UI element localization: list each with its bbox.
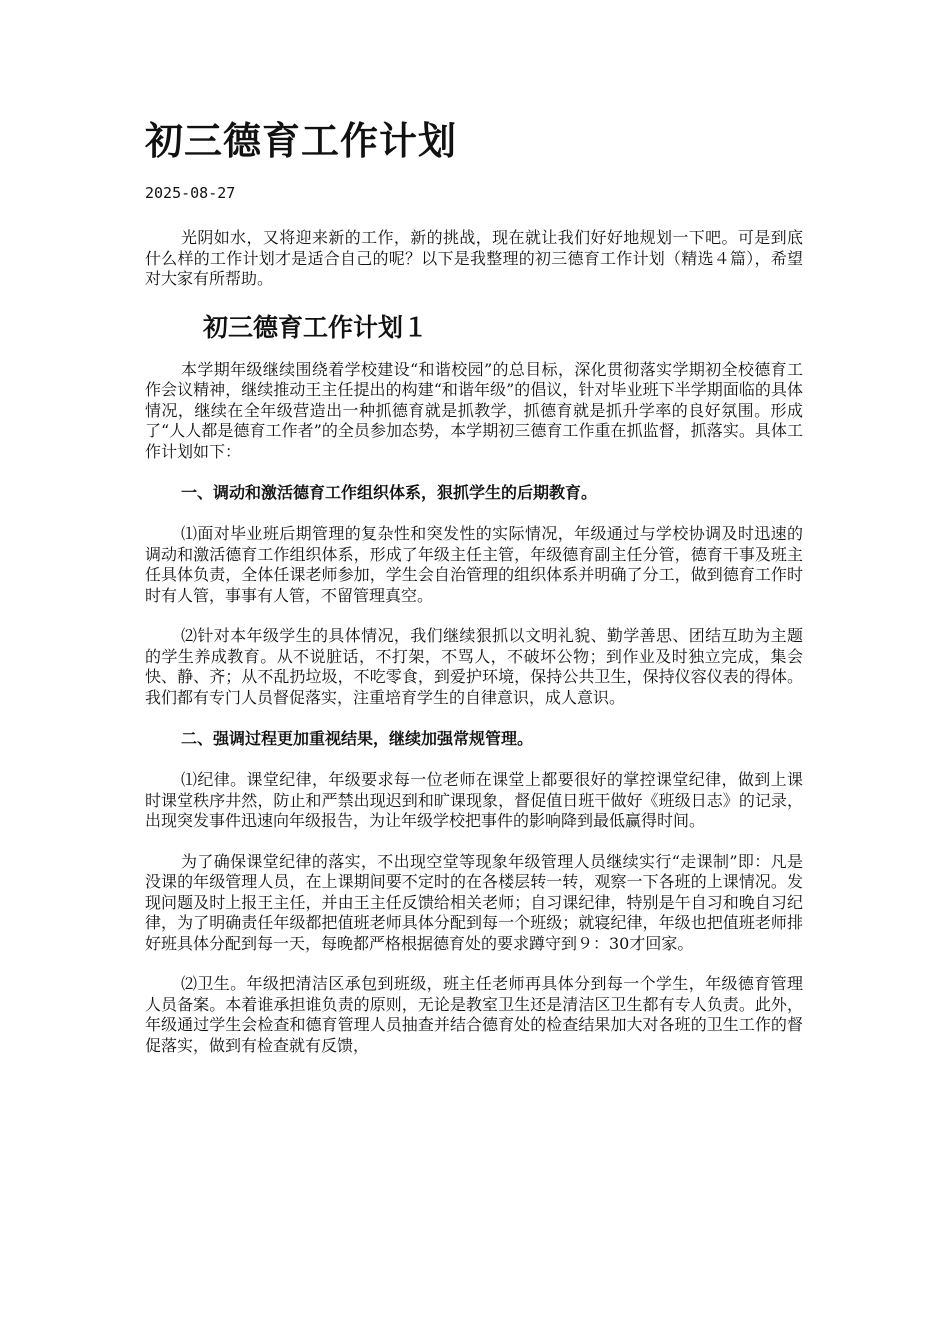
section-title: 初三德育工作计划１	[203, 312, 429, 342]
publish-date: 2025-08-27	[145, 184, 236, 202]
document-page	[145, 110, 803, 1056]
sub-heading-2: 二、强调过程更加重视结果，继续加强常规管理。	[181, 729, 534, 748]
section-paragraph-4: ⑴纪律。课堂纪律，年级要求每一位老师在课堂上都要很好的掌控课堂纪律，做到上课时课堂秩序井然，防止和严禁出现迟到和旷课现象，督促值日班干做好《班级日志》的记录，出现突发事件迅速向年级报告，为让年级学校把事件的影响降到最低赢得时间。	[145, 770, 803, 830]
document-title: 初三德育工作计划	[145, 118, 458, 163]
sub-heading-1: 一、调动和激活德育工作组织体系，狠抓学生的后期教育。	[181, 483, 598, 502]
section-paragraph-3: ⑵针对本年级学生的具体情况，我们继续狠抓以文明礼貌、勤学善思、团结互助为主题的学生养成教育。从不说脏话，不打架，不骂人，不破坏公物；到作业及时独立完成，集会快、静、齐；从不乱扔垃圾，不吃零食，到爱护环境，保持公共卫生，保持仪容仪表的得体。我们都有专门人员督促落实，注重培育学生的自律意识，成人意识。	[145, 626, 803, 707]
section-paragraph-1: 本学期年级继续围绕着学校建设“和谐校园”的总目标，深化贯彻落实学期初全校德育工作会议精神，继续推动王主任提出的构建“和谐年级”的倡议，针对毕业班下半学期面临的具体情况，继续在全年级营造出一种抓德育就是抓教学，抓德育就是抓升学率的良好氛围。形成了“人人都是德育工作者”的全员参加态势，本学期初三德育工作重在抓监督，抓落实。具体工作计划如下：	[145, 359, 803, 461]
section-paragraph-6: ⑵卫生。年级把清洁区承包到班级，班主任老师再具体分到每一个学生，年级德育管理人员备案。本着谁承担谁负责的原则，无论是教室卫生还是清洁区卫生都有专人负责。此外，年级通过学生会检查和德育管理人员抽查并结合德育处的检查结果加大对各班的卫生工作的督促落实，做到有检查就有反馈，	[145, 974, 803, 1055]
section-paragraph-5: 为了确保课堂纪律的落实，不出现空堂等现象年级管理人员继续实行“走课制”即：凡是没课的年级管理人员，在上课期间要不定时的在各楼层转一转，观察一下各班的上课情况。发现问题及时上报王主任，并由王主任反馈给相关老师；自习课纪律，特别是午自习和晚自习纪律，为了明确责任年级都把值班老师具体分配到每一个班级；就寝纪律，年级也把值班老师排好班具体分配到每一天，每晚都严格根据德育处的要求蹲守到９：30才回家。	[145, 851, 803, 953]
section-paragraph-2: ⑴面对毕业班后期管理的复杂性和突发性的实际情况，年级通过与学校协调及时迅速的调动和激活德育工作组织体系，形成了年级主任主管，年级德育副主任分管，德育干事及班主任具体负责，全体任课老师参加，学生会自治管理的组织体系并明确了分工，做到德育工作时时有人管，事事有人管，不留管理真空。	[145, 524, 803, 605]
intro-paragraph: 光阴如水，又将迎来新的工作，新的挑战，现在就让我们好好地规划一下吧。可是到底什么样的工作计划才是适合自己的呢？以下是我整理的初三德育工作计划（精选４篇），希望对大家有所帮助。	[145, 228, 803, 288]
